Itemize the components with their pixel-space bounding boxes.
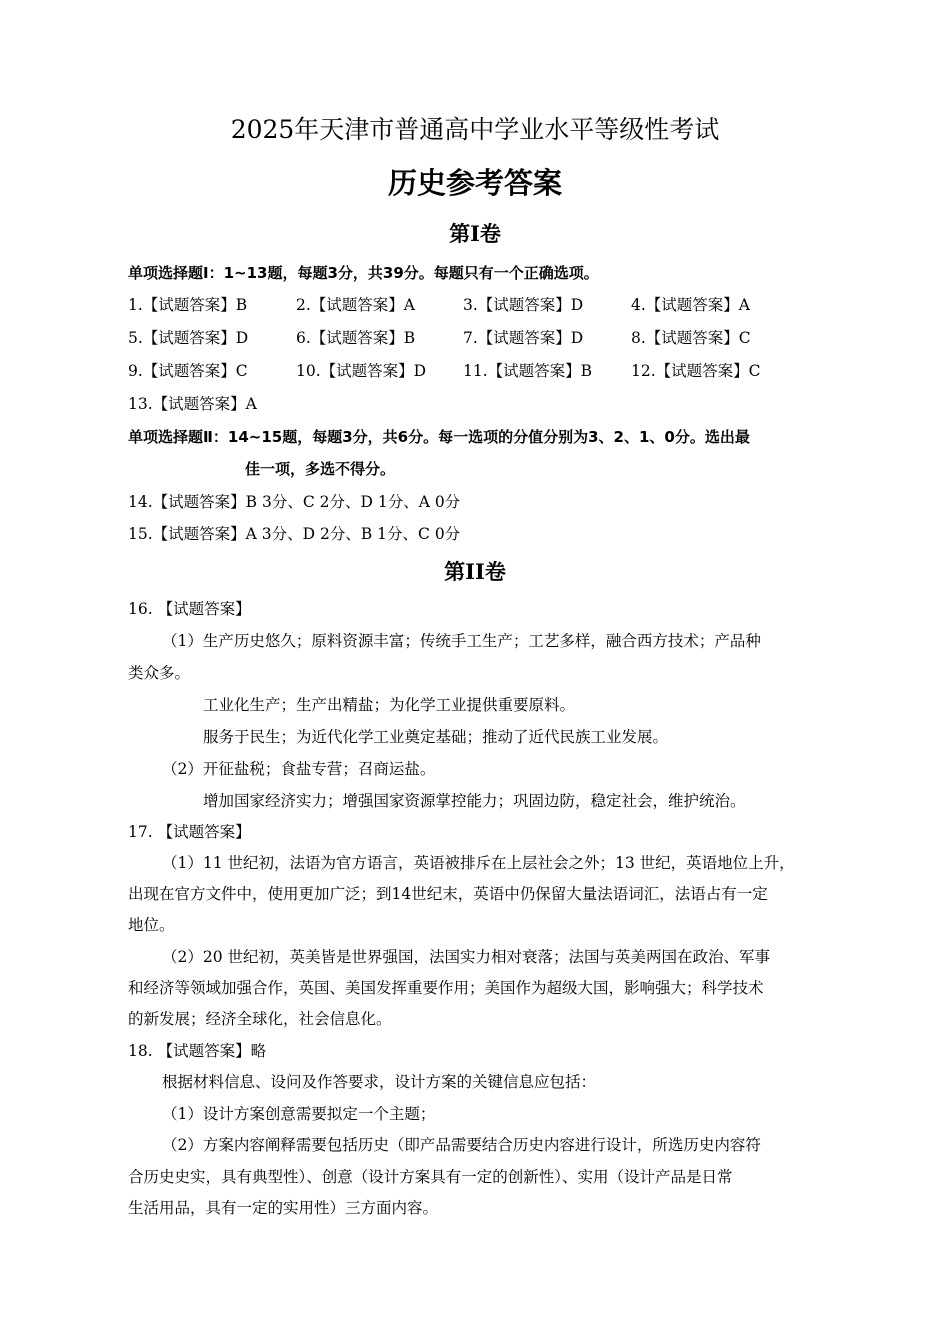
section2-instructions-line1: 单项选择题Ⅱ：14~15题，每题3分，共6分。每一选项的分值分别为3、2、1、0分。选出最 xyxy=(128,428,750,446)
q16-line1: （1）生产历史悠久；原料资源丰富；传统手工生产；工艺多样，融合西方技术；产品种 xyxy=(162,632,761,650)
answer-6: 6.【试题答案】B xyxy=(296,329,416,347)
part2-heading: 第II卷 xyxy=(444,559,506,584)
answer-5: 5.【试题答案】D xyxy=(128,329,249,347)
q17-line2: 出现在官方文件中，使用更加广泛；到14世纪末，英语中仍保留大量法语词汇，法语占有一定 xyxy=(128,885,768,903)
answer-7: 7.【试题答案】D xyxy=(463,329,584,347)
section2-instructions-line2: 佳一项，多选不得分。 xyxy=(245,460,396,478)
q16-line5: （2）开征盐税；食盐专营；召商运盐。 xyxy=(162,760,436,778)
answer-4: 4.【试题答案】A xyxy=(631,296,750,314)
answer-14: 14.【试题答案】B 3分、C 2分、D 1分、A 0分 xyxy=(128,493,461,511)
q18-line5: 生活用品，具有一定的实用性）三方面内容。 xyxy=(128,1199,439,1217)
q16-line3: 工业化生产；生产出精盐；为化学工业提供重要原料。 xyxy=(203,696,576,714)
q16-line4: 服务于民生；为近代化学工业奠定基础；推动了近代民族工业发展。 xyxy=(203,728,669,746)
q18-label: 18. 【试题答案】略 xyxy=(128,1042,267,1060)
q16-line6: 增加国家经济实力；增强国家资源掌控能力；巩固边防，稳定社会，维护统治。 xyxy=(203,792,746,810)
answer-1: 1.【试题答案】B xyxy=(128,296,248,314)
q18-line4: 合历史史实，具有典型性）、创意（设计方案具有一定的创新性）、实用（设计产品是日常 xyxy=(128,1168,733,1186)
q18-line3: （2）方案内容阐释需要包括历史（即产品需要结合历史内容进行设计，所选历史内容符 xyxy=(162,1136,761,1154)
q16-line2: 类众多。 xyxy=(128,664,191,682)
answer-9: 9.【试题答案】C xyxy=(128,362,248,380)
section1-instructions: 单项选择题Ⅰ：1~13题，每题3分，共39分。每题只有一个正确选项。 xyxy=(128,264,599,282)
q18-line1: 根据材料信息、设问及作答要求，设计方案的关键信息应包括： xyxy=(162,1073,597,1091)
q17-label: 17. 【试题答案】 xyxy=(128,823,251,841)
exam-title: 2025年天津市普通高中学业水平等级性考试 xyxy=(230,115,720,144)
q17-line5: 和经济等领域加强合作，英国、美国发挥重要作用；美国作为超级大国，影响强大；科学技术 xyxy=(128,979,764,997)
q17-line6: 的新发展；经济全球化，社会信息化。 xyxy=(128,1010,392,1028)
answer-15: 15.【试题答案】A 3分、D 2分、B 1分、C 0分 xyxy=(128,525,461,543)
answer-10: 10.【试题答案】D xyxy=(296,362,427,380)
q17-line3: 地位。 xyxy=(128,916,175,934)
part1-heading: 第I卷 xyxy=(449,221,501,246)
answer-8: 8.【试题答案】C xyxy=(631,329,751,347)
answer-12: 12.【试题答案】C xyxy=(631,362,761,380)
answer-11: 11.【试题答案】B xyxy=(463,362,593,380)
answer-13: 13.【试题答案】A xyxy=(128,395,257,413)
q16-label: 16. 【试题答案】 xyxy=(128,600,251,618)
answer-2: 2.【试题答案】A xyxy=(296,296,415,314)
answer-3: 3.【试题答案】D xyxy=(463,296,584,314)
q17-line1: （1）11 世纪初，法语为官方语言，英语被排斥在上层社会之外；13 世纪，英语地位上升， xyxy=(162,854,795,872)
q17-line4: （2）20 世纪初，英美皆是世界强国，法国实力相对衰落；法国与英美两国在政治、军事 xyxy=(162,948,771,966)
document-subtitle: 历史参考答案 xyxy=(387,166,562,200)
q18-line2: （1）设计方案创意需要拟定一个主题； xyxy=(162,1105,436,1123)
